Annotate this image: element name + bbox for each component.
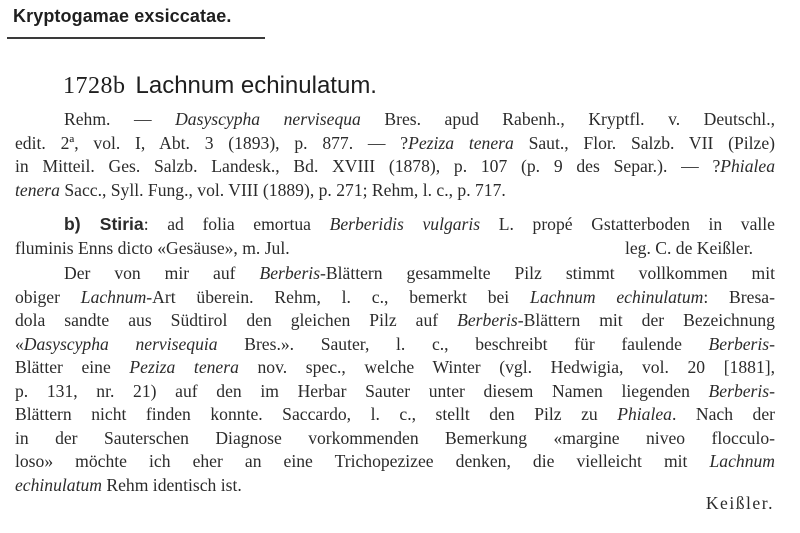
synonymy-text: Rehm. — — [64, 109, 176, 129]
taxon-name: Phialea — [617, 404, 672, 424]
collector: leg. C. de Keißler. — [624, 237, 753, 258]
discussion-text: -Blättern mit der Bezeichnung — [517, 310, 775, 330]
taxon-name: Berberis — [259, 263, 321, 283]
synonymy-text: Saut., Flor. Salzb. VII (Pilze) — [513, 132, 775, 153]
series-header: Kryptogamae exsiccatae. — [13, 6, 232, 26]
taxon-name: tenera — [15, 179, 60, 200]
discussion-line — [15, 403, 775, 427]
taxon-name: Berberis — [708, 333, 770, 354]
discussion-text: -Art überein. Rehm, l. c., bemerkt bei — [146, 286, 531, 307]
species-name: Lachnum echinulatum. — [135, 72, 377, 99]
discussion-text: : Bresa- — [703, 286, 775, 307]
discussion-text: loso» möchte ich eher an eine Trichopezizee denken, die vielleicht mit — [15, 451, 710, 471]
synonymy-line — [15, 108, 775, 132]
discussion-text: Rehm identisch ist. — [101, 474, 242, 495]
discussion-text: nov. spec., welche Winter (vgl. Hedwigia, vol. 20 [1881], — [238, 357, 775, 377]
synonymy-line — [15, 179, 775, 203]
discussion-text: Blättern nicht finden konnte. Saccardo, l. c., stellt den Pilz zu — [15, 404, 618, 424]
taxon-name: Berberis — [457, 310, 518, 330]
taxon-name: Lachnum — [80, 286, 147, 307]
discussion-text: p. 131, nr. 21) auf den im Herbar Sauter unter diesem Namen liegenden — [15, 380, 709, 401]
synonymy-block — [15, 108, 775, 202]
author-signature: Keißler. — [705, 493, 774, 513]
discussion-text: - — [769, 380, 775, 401]
synonymy-text: Bres. apud Rabenh., Kryptfl. v. Deutschl., — [360, 109, 775, 129]
discussion-text: Bres.». Sauter, l. c., beschreibt für faulende — [217, 333, 709, 354]
discussion-text: in der Sauterschen Diagnose vorkommenden Bemerkung «margine niveo flocculo- — [15, 427, 775, 448]
discussion-line — [15, 333, 775, 357]
discussion-text: Der von mir auf — [64, 263, 260, 283]
locality-block — [15, 213, 775, 260]
taxon-name: Lachnum echinulatum — [530, 286, 704, 307]
locality-line-2 — [15, 237, 775, 261]
discussion-text: -Blättern gesammelte Pilz stimmt vollkommen mit — [320, 263, 775, 283]
synonymy-text: in Mitteil. Ges. Salzb. Landesk., Bd. XVIII (1878), p. 107 (p. 9 des Separ.). — ? — [15, 156, 721, 176]
discussion-line — [15, 309, 775, 333]
synonymy-line — [15, 132, 775, 156]
taxon-name: Lachnum — [709, 451, 775, 471]
discussion-line — [15, 262, 775, 286]
host-name: Berberidis vulgaris — [329, 214, 481, 234]
discussion-line — [15, 474, 775, 498]
discussion-text: obiger — [15, 286, 81, 307]
synonymy-text: edit. 2ª, vol. I, Abt. 3 (1893), p. 877. — ? — [15, 132, 409, 153]
taxon-name: Phialea — [720, 156, 775, 176]
taxon-name: Peziza tenera — [408, 132, 514, 153]
discussion-text: Blätter eine — [15, 357, 130, 377]
discussion-text: dola sandte aus Südtirol den gleichen Pilz auf — [15, 310, 458, 330]
discussion-line — [15, 450, 775, 474]
taxon-name: Dasyscypha nervisequa — [175, 109, 361, 129]
synonymy-line — [15, 155, 775, 179]
locality-label: b) Stiria — [64, 214, 144, 234]
entry-number: 1728b — [63, 73, 126, 99]
taxon-name: Berberis — [708, 380, 770, 401]
synonymy-text: Sacc., Syll. Fung., vol. VIII (1889), p. 271; Rehm, l. c., p. 717. — [59, 179, 506, 200]
taxon-name: Dasyscypha nervisequia — [23, 333, 218, 354]
taxon-name: Peziza tenera — [129, 357, 239, 377]
discussion-text: « — [15, 333, 24, 354]
taxon-name: echinulatum — [15, 474, 102, 495]
locality-line-1 — [15, 213, 775, 237]
header-underline — [7, 37, 265, 39]
discussion-line — [15, 356, 775, 380]
locality-text: : ad folia emortua — [143, 214, 330, 234]
locality-text-2: L. propé Gstatterboden in valle — [480, 214, 775, 234]
discussion-line — [15, 427, 775, 451]
discussion-text: - — [769, 333, 775, 354]
discussion-block — [15, 262, 775, 497]
discussion-line — [15, 286, 775, 310]
locality-text-3: fluminis Enns dicto «Gesäuse», m. Jul. — [15, 237, 290, 258]
discussion-text: . Nach der — [671, 404, 775, 424]
entry-title — [63, 72, 377, 100]
discussion-line — [15, 380, 775, 404]
